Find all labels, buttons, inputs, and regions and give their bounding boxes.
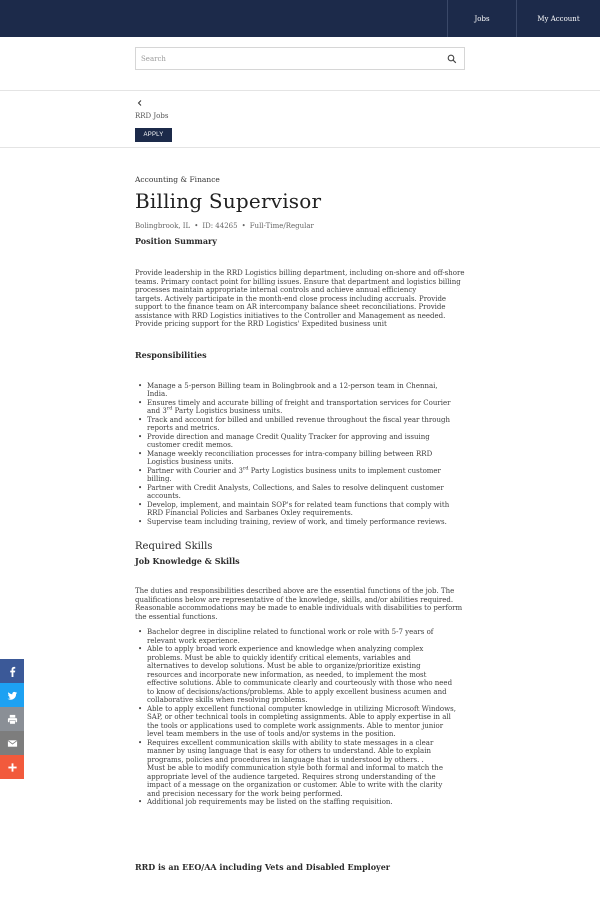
summary-line: support to the finance team on AR intercompany balance sheet reconciliations. Provide (135, 303, 446, 311)
position-summary-text (135, 269, 465, 329)
summary-line: targets. Actively participate in the month-end close process including accruals. Provide (135, 294, 447, 303)
responsibility-item-line: India. (147, 390, 168, 398)
skill-item-line: and precision necessary for the work being performed. (147, 789, 343, 798)
skill-item-line: • Requires excellent communication skills with ability to state messages in a clear (147, 738, 434, 747)
summary-line: assistance with RRD Logistics initiatives to the Controller and Management as needed. (135, 311, 446, 320)
search-icon[interactable] (447, 54, 457, 64)
summary-line: Provide pricing support for the RRD Logistics' Expedited business unit (135, 320, 387, 328)
skill-item-line: • Able to apply broad work experience and knowledge when analyzing complex (147, 645, 424, 653)
chevron-left-icon[interactable] (136, 99, 144, 107)
skill-item-line: SAP, or other technical tools in completing assignments. Able to apply expertise in all (147, 713, 451, 721)
job-knowledge-heading: Job Knowledge & Skills (135, 556, 240, 566)
required-skills-heading: Required Skills (135, 541, 213, 552)
skill-item-line: resources and incorporate new information, as needed, to implement the most (147, 670, 427, 679)
plus-icon (7, 762, 18, 773)
twitter-share-button[interactable] (0, 683, 24, 707)
facebook-share-button[interactable] (0, 659, 24, 683)
skill-item (147, 645, 465, 705)
rrd-jobs-link[interactable]: RRD Jobs (135, 112, 169, 120)
responsibilities-list (147, 382, 465, 527)
top-nav-bar (0, 0, 600, 37)
job-type: Full-Time/Regular (249, 222, 314, 230)
email-icon (7, 738, 18, 749)
responsibility-item (147, 450, 465, 467)
responsibility-item (147, 433, 465, 450)
skill-item-line: relevant work experience. (147, 636, 240, 645)
responsibility-item (147, 416, 465, 433)
skill-item-line: appropriate level of the audience targeted. Requires strong understanding of the (147, 772, 436, 781)
skill-item-line: effective solutions. Able to communicate clearly and courteously with those who need (147, 679, 453, 687)
responsibilities-heading: Responsibilities (135, 349, 207, 360)
job-title: Billing Supervisor (135, 189, 322, 213)
responsibility-item (147, 518, 465, 527)
skill-item (147, 628, 465, 645)
summary-line: Provide leadership in the RRD Logistics billing department, including on-shore and off-shore (135, 269, 465, 277)
knowledge-intro-line: the essential functions. (135, 612, 218, 621)
responsibility-item-line: Logistics business units. (147, 458, 234, 466)
job-location: Bolingbrook, IL (135, 222, 191, 230)
responsibility-item-line: customer credit memos. (147, 441, 234, 449)
share-bar (0, 659, 24, 779)
job-knowledge-intro (135, 587, 465, 621)
responsibility-item-line: • Develop, implement, and maintain SOP's for related team functions that comply with (147, 500, 450, 509)
print-share-button[interactable] (0, 707, 24, 731)
knowledge-intro-line: qualifications below are representative of the knowledge, skills, and/or abilities required. (135, 595, 454, 604)
responsibility-item (147, 484, 465, 501)
more-share-button[interactable] (0, 755, 24, 779)
skill-item (147, 739, 465, 799)
skill-item-line: collaborative skills when resolving problems. (147, 696, 308, 704)
responsibility-item-line: billing. (147, 475, 172, 483)
skill-item (147, 798, 465, 807)
responsibility-item-line: • Track and account for billed and unbilled revenue throughout the fiscal year through (147, 415, 450, 424)
responsibility-item-line: • Manage a 5-person Billing team in Bolingbrook and a 12-person team in Chennai, (147, 381, 438, 390)
job-posting (135, 175, 465, 872)
responsibility-item-line: reports and metrics. (147, 424, 220, 432)
skill-item-line: • Additional job requirements may be listed on the staffing requisition. (147, 798, 393, 806)
responsibility-item (147, 467, 465, 484)
search-input[interactable] (141, 51, 441, 66)
responsibility-item-line: • Supervise team including training, review of work, and timely performance reviews. (147, 517, 447, 526)
nav-my-account-link[interactable]: My Account (516, 0, 600, 37)
skill-item-line: • Bachelor degree in discipline related to functional work or role with 5-7 years of (147, 628, 434, 636)
apply-button[interactable]: APPLY (135, 128, 172, 142)
responsibility-item (147, 501, 465, 518)
search-box (135, 47, 465, 70)
skill-item-line: alternatives to develop solutions. Must be able to organize/prioritize existing (147, 662, 421, 670)
summary-line: teams. Primary contact point for billing issues. Ensure that department and logistics billing (135, 277, 461, 286)
nav-jobs-link[interactable]: Jobs (447, 0, 516, 37)
summary-line: processes maintain appropriate internal controls and achieve annual efficiency (135, 286, 417, 294)
responsibility-item-line: accounts. (147, 492, 181, 500)
skill-item-line: manner by using language that is easy for others to understand. Able to explain (147, 747, 431, 755)
eeo-statement: RRD is an EEO/AA including Vets and Disabled Employer (135, 861, 391, 872)
responsibility-item-line: • Manage weekly reconciliation processes for intra-company billing between RRD (147, 449, 433, 458)
job-meta: Bolingbrook, IL • ID: 44265 • Full-Time/Regular (135, 222, 314, 230)
responsibility-item-line: and 3rd Party Logistics business units. (147, 405, 283, 415)
twitter-icon (7, 690, 18, 701)
responsibility-item-line: • Partner with Courier and 3rd Party Logistics business units to implement customer (147, 465, 441, 475)
skills-list (147, 628, 465, 807)
responsibility-item-line: • Ensures timely and accurate billing of freight and transportation services for Courier (147, 398, 451, 407)
skill-item-line: to know of decisions/actions/problems. Able to apply excellent business acumen and (147, 687, 447, 696)
breadcrumb (0, 91, 600, 148)
skill-item-line: Must be able to modify communication style both formal and informal to match the (147, 764, 443, 772)
email-share-button[interactable] (0, 731, 24, 755)
search-band (0, 37, 600, 91)
skill-item-line: programs, policies and procedures in language that is understood by others. . (147, 755, 424, 764)
skill-item-line: • Able to apply excellent functional computer knowledge in utilizing Microsoft Windows, (147, 704, 456, 713)
print-icon (7, 714, 18, 725)
responsibility-item-line: RRD Financial Policies and Sarbanes Oxley requirements. (147, 509, 353, 517)
responsibility-item (147, 399, 465, 416)
skill-item-line: level team members in the use of tools and/or systems in the position. (147, 730, 396, 738)
responsibility-item-line: • Partner with Credit Analysts, Collections, and Sales to resolve delinquent customer (147, 483, 444, 492)
knowledge-intro-line: Reasonable accommodations may be made to enable individuals with disabilities to perform (135, 604, 463, 612)
responsibility-item (147, 382, 465, 399)
skill-item-line: the tools or applications used to complete work assignments. Able to mentor junior (147, 721, 444, 730)
skill-item-line: problems. Must be able to quickly identify critical elements, variables and (147, 653, 411, 662)
job-category: Accounting & Finance (135, 175, 220, 184)
job-id: ID: 44265 (202, 222, 238, 230)
position-summary-heading: Position Summary (135, 236, 217, 246)
facebook-icon (7, 666, 18, 677)
skill-item-line: impact of a message on the organization or customer. Able to write with the clarity (147, 781, 443, 789)
responsibility-item-line: • Provide direction and manage Credit Quality Tracker for approving and issuing (147, 432, 430, 441)
skill-item (147, 705, 465, 739)
knowledge-intro-line: The duties and responsibilities described above are the essential functions of the job. The (135, 587, 455, 595)
